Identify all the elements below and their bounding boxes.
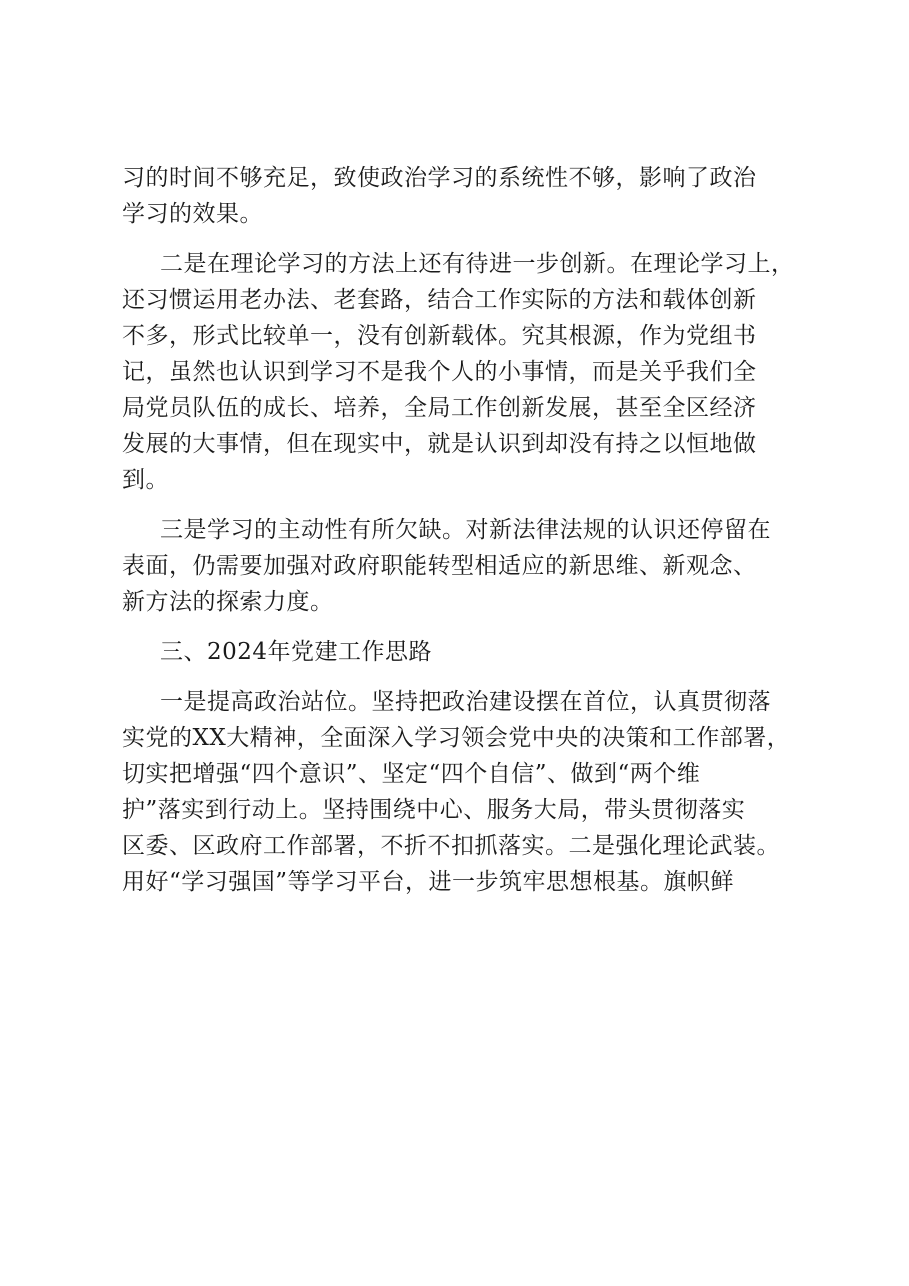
text-line: 到。 — [122, 467, 169, 493]
text-line: 护”落实到行动上。坚持围绕中心、服务大局，带头贯彻落实 — [122, 797, 746, 823]
text-line: 新方法的探索力度。 — [122, 589, 334, 615]
text-line: 局党员队伍的成长、培养，全局工作创新发展，甚至全区经济 — [122, 395, 757, 421]
text-line: 二是在理论学习的方法上还有待进一步创新。在理论学习上， — [160, 251, 795, 277]
text-line: 不多，形式比较单一，没有创新载体。究其根源，作为党组书 — [122, 323, 757, 349]
text-line: 切实把增强“四个意识”、坚定“四个自信”、做到“两个维 — [122, 761, 701, 787]
section-heading — [122, 634, 812, 670]
text-line: 用好“学习强国”等学习平台，进一步筑牢思想根基。旗帜鲜 — [122, 869, 735, 895]
text-line: 表面，仍需要加强对政府职能转型相适应的新思维、新观念、 — [122, 553, 757, 579]
text-line: 习的时间不够充足，致使政治学习的系统性不够，影响了政治 — [122, 165, 757, 191]
text-line: 三是学习的主动性有所欠缺。对新法律法规的认识还停留在 — [160, 517, 771, 543]
text-line: 一是提高政治站位。坚持把政治建设摆在首位，认真贯彻落 — [160, 689, 771, 715]
paragraph-continuation — [122, 160, 812, 232]
text-line: 实党的XX大精神，全面深入学习领会党中央的决策和工作部署， — [122, 725, 791, 751]
text-line: 还习惯运用老办法、老套路，结合工作实际的方法和载体创新 — [122, 287, 757, 313]
paragraph-political-stance — [122, 684, 812, 900]
text-line: 记，虽然也认识到学习不是我个人的小事情，而是关乎我们全 — [122, 359, 757, 385]
heading-line: 三、2024年党建工作思路 — [160, 639, 433, 665]
paragraph-method-innovation — [122, 246, 812, 498]
paragraph-initiative — [122, 512, 812, 620]
text-line: 发展的大事情，但在现实中，就是认识到却没有持之以恒地做 — [122, 431, 757, 457]
text-line: 学习的效果。 — [122, 201, 263, 227]
text-line: 区委、区政府工作部署，不折不扣抓落实。二是强化理论武装。 — [122, 833, 780, 859]
document-body — [122, 160, 812, 914]
